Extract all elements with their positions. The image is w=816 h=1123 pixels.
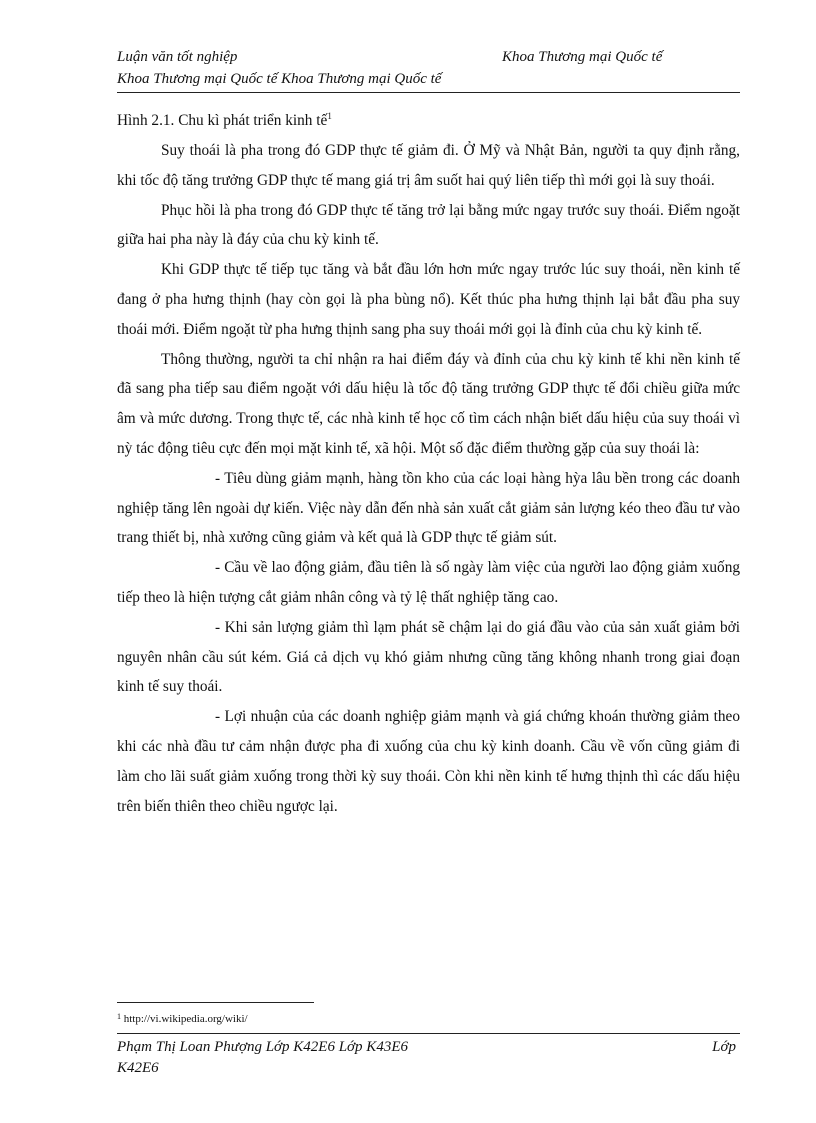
page-number: 3 xyxy=(383,1039,392,1055)
footer-author-text: Phạm Thị Loan Phượng Lớp K42E6 Lớp K4 xyxy=(117,1039,384,1055)
footnote xyxy=(117,1012,248,1026)
list-item: - Khi sản lượng giảm thì lạm phát sẽ chậm lại do giá đầu vào của sản xuất giảm bởi nguyên nhân cầu sút kém. Giá cả dịch vụ khó giảm nhưng cũng tăng không nhanh trong giai đoạn kinh tế suy thoái. xyxy=(117,618,740,696)
footnote-divider xyxy=(117,1002,314,1003)
page-footer xyxy=(117,1037,740,1079)
paragraph-recession-signs: Thông thường, người ta chỉ nhận ra hai điểm đáy và đỉnh của chu kỳ kinh tế khi nền kinh tế đã sang pha tiếp sau điểm ngoặt với dấu hiệu là tốc độ tăng trưởng GDP thực tế đổi chiều giữa mức âm và mức dương. Trong thực tế, các nhà kinh tế học cố tìm cách nhận biết dấu hiệu của suy thoái vì nỳ tác động tiêu cực đến mọi mặt kinh tế, xã hội. Một số đặc điểm thường gặp của suy thoái là: xyxy=(117,350,740,457)
paragraph-recovery: Phục hồi là pha trong đó GDP thực tế tăng trở lại bằng mức ngay trước suy thoái. Điểm ngoặt giữa hai pha này là đáy của chu kỳ kinh tế. xyxy=(117,201,740,249)
paragraph-recession: Suy thoái là pha trong đó GDP thực tế giảm đi. Ở Mỹ và Nhật Bản, người ta quy định rằng, khi tốc độ tăng trưởng GDP thực tế mang giá trị âm suốt hai quý liên tiếp thì mới gọi là suy thoái. xyxy=(117,142,740,189)
header-faculty-repeat: Khoa Thương mại Quốc tế Khoa Thương mại Quốc tế xyxy=(117,71,442,87)
list-item: - Lợi nhuận của các doanh nghiệp giảm mạnh và giá chứng khoán thường giảm theo khi các nhà đầu tư cảm nhận được pha đi xuống của chu kỳ kinh doanh. Cầu về vốn cũng giảm đi làm cho lãi suất giảm xuống trong thời kỳ suy thoái. Còn khi nền kinh tế hưng thịnh thì các dấu hiệu trên biến thiên theo chiều ngược lại. xyxy=(117,708,740,815)
header-faculty: Khoa Thương mại Quốc tế xyxy=(502,49,663,65)
footer-class-label: Lớp xyxy=(712,1039,736,1055)
figure-caption xyxy=(117,106,740,136)
document-body xyxy=(117,106,740,821)
footer-author xyxy=(117,1039,408,1055)
figure-caption-text: Hình 2.1. Chu kì phát triển kinh tế xyxy=(117,112,328,129)
footnote-reference[interactable]: 1 xyxy=(327,111,332,121)
header-thesis-title: Luận văn tốt nghiệp xyxy=(117,49,238,65)
list-item: - Tiêu dùng giảm mạnh, hàng tồn kho của các loại hàng hỳa lâu bền trong các doanh nghiệp tăng lên ngoài dự kiến. Việc này dẫn đến nhà sản xuất cắt giảm sản lượng kéo theo đầu tư vào trang thiết bị, nhà xưởng cũng giảm và kết quả là GDP thực tế giảm sút. xyxy=(117,469,740,547)
footer-divider xyxy=(117,1033,740,1034)
footnote-number: 1 xyxy=(117,1012,121,1021)
header-divider xyxy=(117,92,740,93)
footer-author-suffix: E6 xyxy=(391,1039,408,1055)
page-header xyxy=(117,46,740,90)
list-item: - Cầu về lao động giảm, đầu tiên là số ngày làm việc của người lao động giảm xuống tiếp theo là hiện tượng cắt giảm nhân công và tỷ lệ thất nghiệp tăng cao. xyxy=(117,559,740,606)
paragraph-boom: Khi GDP thực tế tiếp tục tăng và bắt đầu lớn hơn mức ngay trước lúc suy thoái, nền kinh tế đang ở pha hưng thịnh (hay còn gọi là pha bùng nổ). Kết thúc pha hưng thịnh lại bắt đầu pha suy thoái mới. Điểm ngoặt từ pha hưng thịnh sang pha suy thoái mới gọi là đỉnh của chu kỳ kinh tế. xyxy=(117,261,740,338)
footer-class-code: K42E6 xyxy=(117,1060,159,1076)
footnote-link[interactable]: http://vi.wikipedia.org/wiki/ xyxy=(121,1013,248,1025)
